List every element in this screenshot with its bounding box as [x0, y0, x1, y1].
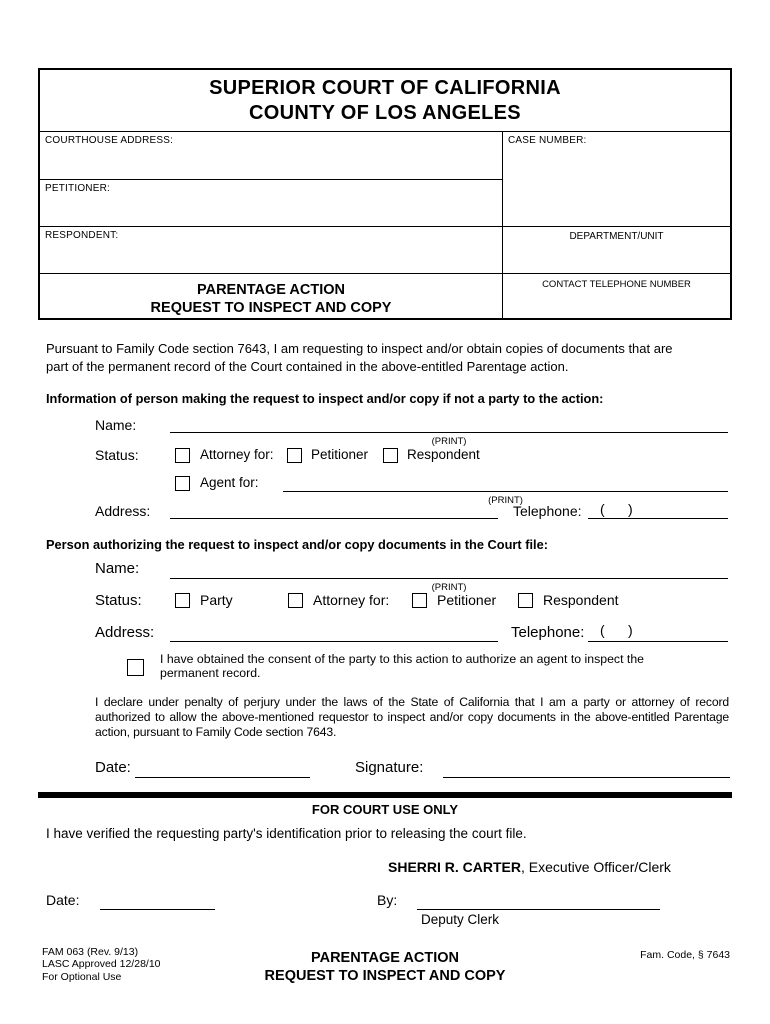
requestor-section-heading: Information of person making the request to inspect and/or copy if not a party to the action:	[46, 391, 604, 406]
authorizer-respondent-option: Respondent	[543, 592, 619, 608]
authorizer-name-print-label: (PRINT)	[431, 582, 467, 593]
declarant-signature-label: Signature:	[355, 759, 424, 776]
department-unit-cell[interactable]	[503, 227, 730, 274]
courthouse-address-cell[interactable]	[40, 132, 503, 180]
by-label: By:	[377, 892, 398, 908]
verification-statement: I have verified the requesting party's identification prior to releasing the court file.	[46, 826, 527, 841]
respondent-label: RESPONDENT:	[45, 230, 119, 241]
agent-name-print-label: (PRINT)	[488, 495, 523, 506]
officer-title: , Executive Officer/Clerk	[521, 859, 671, 875]
footer-form-number: FAM 063 (Rev. 9/13)	[42, 946, 139, 958]
deputy-clerk-signature-field[interactable]	[417, 892, 660, 910]
requestor-status-label: Status:	[95, 447, 139, 463]
authorizer-area-code-parens: ( )	[600, 622, 633, 638]
authorizer-respondent-checkbox[interactable]	[518, 593, 533, 608]
footer-title-line1: PARENTAGE ACTION	[311, 950, 459, 966]
intro-line1: Pursuant to Family Code section 7643, I am requesting to inspect and/or obtain copies of documents that are	[46, 341, 673, 356]
deputy-clerk-label: Deputy Clerk	[421, 912, 500, 927]
requestor-name-field[interactable]	[170, 417, 728, 433]
court-use-banner: FOR COURT USE ONLY	[311, 802, 459, 817]
declarant-date-field[interactable]	[135, 759, 310, 778]
requestor-respondent-checkbox[interactable]	[383, 448, 398, 463]
footer-form-info	[42, 946, 161, 983]
agent-name-field[interactable]	[283, 475, 728, 492]
perjury-declaration: I declare under penalty of perjury under the laws of the State of California that I am a party or attorney of record authorized to allow the above-mentioned requestor to inspect and/or copy documents in the above-entitled Parentage action, pursuant to Family Code section 7643.	[95, 695, 729, 739]
form-header-box	[38, 68, 732, 320]
authorizer-address-label: Address:	[95, 624, 155, 641]
declarant-signature-field[interactable]	[443, 759, 730, 778]
petitioner-cell[interactable]	[40, 180, 503, 227]
authorizer-status-label: Status:	[95, 592, 142, 609]
case-number-label: CASE NUMBER:	[508, 135, 587, 146]
requestor-telephone-field[interactable]	[588, 501, 728, 519]
department-unit-label: DEPARTMENT/UNIT	[569, 231, 664, 242]
consent-checkbox[interactable]	[127, 659, 144, 676]
agent-for-label: Agent for:	[200, 475, 259, 490]
contact-telephone-label: CONTACT TELEPHONE NUMBER	[542, 279, 691, 290]
court-name-line1: SUPERIOR COURT OF CALIFORNIA	[209, 77, 561, 99]
footer-title-line2: REQUEST TO INSPECT AND COPY	[264, 967, 506, 984]
requestor-petitioner-option: Petitioner	[311, 447, 369, 462]
footer-approval: LASC Approved 12/28/10	[42, 958, 161, 971]
footer-statute-reference: Fam. Code, § 7643	[640, 949, 730, 961]
authorizer-name-field[interactable]	[170, 560, 728, 579]
authorizer-petitioner-option: Petitioner	[437, 592, 497, 608]
section-divider-bar	[38, 792, 732, 798]
court-date-label: Date:	[46, 892, 80, 908]
form-title-line1: PARENTAGE ACTION	[197, 282, 345, 298]
authorizer-telephone-label: Telephone:	[511, 624, 585, 641]
contact-telephone-cell[interactable]	[503, 274, 730, 318]
officer-name: SHERRI R. CARTER	[388, 859, 522, 875]
authorizer-attorney-for-label: Attorney for:	[313, 592, 390, 608]
declarant-date-label: Date:	[95, 759, 131, 776]
petitioner-label: PETITIONER:	[45, 183, 110, 194]
form-title-line2: REQUEST TO INSPECT AND COPY	[150, 300, 392, 316]
authorizer-section-heading: Person authorizing the request to inspect and/or copy documents in the Court file:	[46, 537, 548, 552]
requestor-name-print-label: (PRINT)	[431, 436, 467, 447]
court-title	[40, 70, 730, 132]
authorizer-name-label: Name:	[95, 560, 140, 577]
requestor-area-code-parens: ( )	[600, 501, 633, 517]
requestor-respondent-option: Respondent	[407, 447, 480, 462]
authorizer-attorney-checkbox[interactable]	[288, 593, 303, 608]
authorizer-petitioner-checkbox[interactable]	[412, 593, 427, 608]
officer-line	[388, 859, 671, 875]
form-title-cell	[40, 274, 503, 318]
court-date-field[interactable]	[100, 892, 215, 910]
requestor-attorney-for-label: Attorney for:	[200, 447, 274, 462]
requestor-name-label: Name:	[95, 417, 137, 433]
authorizer-telephone-field[interactable]	[588, 622, 728, 642]
consent-line1: I have obtained the consent of the party to this action to authorize an agent to inspect the	[160, 652, 645, 666]
consent-line2: permanent record.	[160, 665, 261, 680]
requestor-telephone-label: Telephone:	[513, 503, 582, 519]
courthouse-address-label: COURTHOUSE ADDRESS:	[45, 135, 174, 146]
intro-line2: part of the permanent record of the Court contained in the above-entitled Parentage action.	[46, 358, 569, 374]
footer-form-title	[185, 950, 585, 985]
requestor-attorney-checkbox[interactable]	[175, 448, 190, 463]
case-number-cell[interactable]	[503, 132, 730, 227]
requestor-agent-checkbox[interactable]	[175, 476, 190, 491]
requestor-address-label: Address:	[95, 503, 151, 519]
intro-paragraph	[46, 340, 673, 375]
respondent-cell[interactable]	[40, 227, 503, 274]
requestor-address-field[interactable]	[170, 503, 498, 519]
requestor-petitioner-checkbox[interactable]	[287, 448, 302, 463]
authorizer-party-option: Party	[200, 592, 233, 608]
footer-usage: For Optional Use	[42, 970, 122, 983]
authorizer-party-checkbox[interactable]	[175, 593, 190, 608]
court-name-line2: COUNTY OF LOS ANGELES	[249, 102, 521, 124]
consent-text	[160, 653, 644, 681]
authorizer-address-field[interactable]	[170, 624, 498, 642]
